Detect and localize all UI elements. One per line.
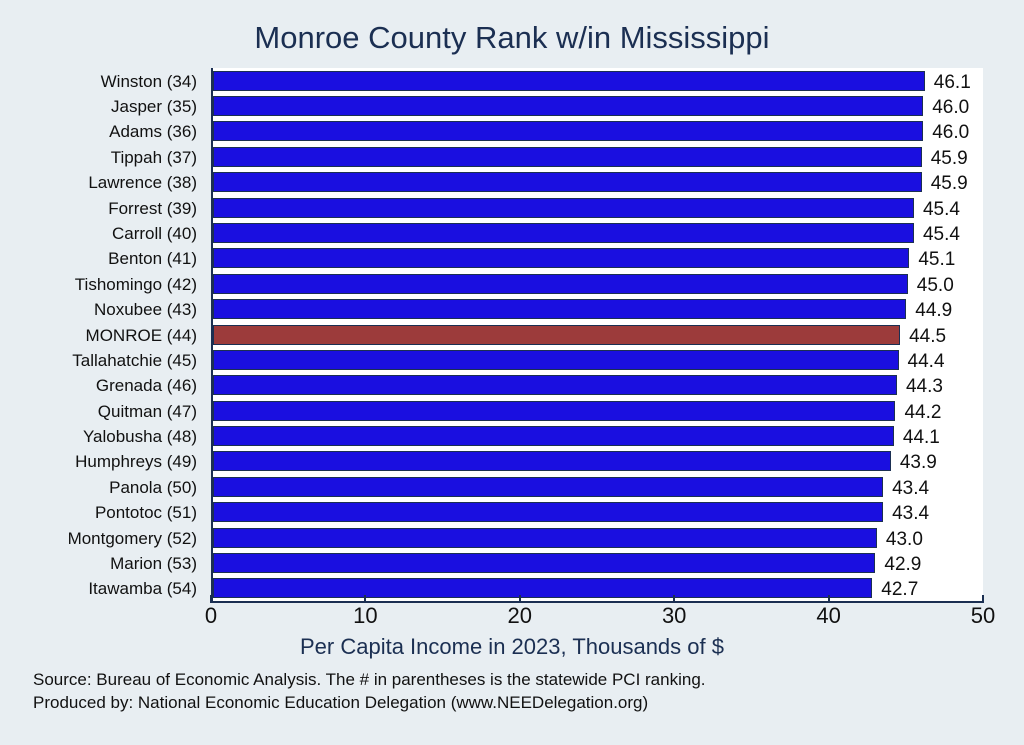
bar-value-label: 44.3 bbox=[905, 376, 943, 398]
x-tick-mark bbox=[982, 595, 984, 603]
bar-value-label: 45.9 bbox=[930, 173, 968, 195]
bar-row bbox=[213, 502, 985, 525]
bar bbox=[213, 451, 891, 471]
category-label: Tippah (37) bbox=[110, 147, 197, 167]
bar bbox=[213, 198, 914, 218]
x-tick-label: 50 bbox=[970, 603, 996, 628]
bar bbox=[213, 299, 906, 319]
bar bbox=[213, 350, 899, 370]
x-tick-label: 0 bbox=[204, 603, 218, 628]
bar bbox=[213, 96, 923, 116]
bar bbox=[213, 172, 922, 192]
category-label: Yalobusha (48) bbox=[82, 427, 197, 447]
bar-row bbox=[213, 451, 985, 474]
bar bbox=[213, 375, 897, 395]
x-tick-label: 40 bbox=[816, 603, 841, 628]
category-label: MONROE (44) bbox=[85, 325, 197, 345]
bar-value-label: 43.9 bbox=[899, 452, 937, 474]
bar-row bbox=[213, 248, 985, 271]
bar bbox=[213, 477, 883, 497]
bar-row bbox=[213, 299, 985, 322]
x-axis-title: Per Capita Income in 2023, Thousands of $ bbox=[300, 634, 724, 659]
category-label: Winston (34) bbox=[100, 71, 197, 91]
bar-row bbox=[213, 578, 985, 601]
category-label: Panola (50) bbox=[109, 477, 197, 497]
bar-row bbox=[213, 121, 985, 144]
category-label: Quitman (47) bbox=[97, 401, 197, 421]
bar-row bbox=[213, 96, 985, 119]
bar-row bbox=[213, 401, 985, 421]
bar-value-label: 44.2 bbox=[904, 401, 942, 423]
bar-row bbox=[213, 528, 985, 548]
bar bbox=[213, 401, 895, 421]
bar bbox=[213, 502, 883, 522]
bar-value-label: 46.0 bbox=[932, 97, 970, 119]
x-tick-mark bbox=[673, 595, 675, 603]
category-label: Noxubee (43) bbox=[93, 300, 197, 320]
bar-value-label: 46.1 bbox=[933, 71, 971, 93]
x-tick-label: 30 bbox=[661, 603, 687, 628]
category-label: Pontotoc (51) bbox=[94, 503, 197, 523]
x-tick-mark bbox=[828, 595, 830, 603]
bar-value-label: 43.4 bbox=[892, 477, 930, 499]
bar-row bbox=[213, 274, 985, 294]
chart-title: Monroe County Rank w/in Mississippi bbox=[254, 20, 770, 55]
bar-value-label: 45.4 bbox=[922, 223, 960, 245]
bar-value-label: 42.7 bbox=[881, 579, 919, 601]
bar bbox=[213, 426, 894, 446]
bar-row bbox=[213, 553, 985, 573]
bar-value-label: 44.1 bbox=[902, 427, 940, 449]
bar-value-label: 45.0 bbox=[916, 274, 954, 296]
footnote-producer: Produced by: National Economic Education Delegation (www.NEEDelegation.org) bbox=[33, 693, 649, 712]
x-tick-mark bbox=[519, 595, 521, 603]
bar-value-label: 45.9 bbox=[930, 147, 968, 169]
bar-row bbox=[213, 172, 985, 195]
bar-value-label: 44.4 bbox=[907, 350, 945, 372]
category-label: Grenada (46) bbox=[95, 376, 197, 396]
bar-value-label: 44.5 bbox=[909, 325, 947, 347]
bar-value-label: 45.4 bbox=[922, 198, 960, 220]
footnote-source: Source: Bureau of Economic Analysis. The # in parentheses is the statewide PCI ranking. bbox=[33, 670, 706, 689]
bar-row bbox=[213, 350, 985, 370]
bar bbox=[213, 121, 923, 141]
category-label: Tishomingo (42) bbox=[74, 274, 197, 294]
bar bbox=[213, 528, 877, 548]
bar-value-label: 42.9 bbox=[884, 553, 922, 575]
category-label: Benton (41) bbox=[108, 249, 197, 269]
category-label: Carroll (40) bbox=[111, 223, 197, 243]
footnotes bbox=[33, 668, 706, 714]
bar-value-label: 46.0 bbox=[932, 122, 970, 144]
bar-highlighted bbox=[213, 325, 900, 345]
category-axis-labels bbox=[0, 68, 203, 601]
bar-row bbox=[213, 426, 985, 449]
category-label: Adams (36) bbox=[109, 122, 197, 142]
bar-row bbox=[213, 325, 985, 345]
bar bbox=[213, 248, 909, 268]
category-label: Marion (53) bbox=[110, 553, 197, 573]
bar-row bbox=[213, 198, 985, 218]
bar-value-label: 43.4 bbox=[892, 503, 930, 525]
x-tick-mark bbox=[210, 595, 212, 603]
plot-area bbox=[211, 68, 983, 601]
category-label: Tallahatchie (45) bbox=[72, 350, 197, 370]
x-axis-ticks bbox=[204, 603, 996, 633]
bar-row bbox=[213, 477, 985, 497]
x-tick-label: 20 bbox=[507, 603, 533, 628]
bar-row bbox=[213, 71, 985, 91]
category-label: Montgomery (52) bbox=[67, 528, 197, 548]
bar-row bbox=[213, 147, 985, 167]
bar bbox=[213, 147, 922, 167]
category-label: Lawrence (38) bbox=[88, 173, 197, 193]
category-label: Itawamba (54) bbox=[88, 579, 197, 599]
bar bbox=[213, 223, 914, 243]
bar-row bbox=[213, 375, 985, 398]
bar bbox=[213, 71, 925, 91]
category-label: Forrest (39) bbox=[108, 198, 197, 218]
bar-value-label: 44.9 bbox=[915, 300, 953, 322]
bar bbox=[213, 578, 872, 598]
bar bbox=[213, 274, 908, 294]
bar-value-label: 43.0 bbox=[885, 528, 923, 550]
x-tick-label: 10 bbox=[353, 603, 378, 628]
category-label: Humphreys (49) bbox=[75, 452, 197, 472]
category-label: Jasper (35) bbox=[111, 97, 197, 117]
bar-row bbox=[213, 223, 985, 243]
x-tick-mark bbox=[364, 595, 366, 603]
bar bbox=[213, 553, 875, 573]
bar-value-label: 45.1 bbox=[918, 249, 956, 271]
